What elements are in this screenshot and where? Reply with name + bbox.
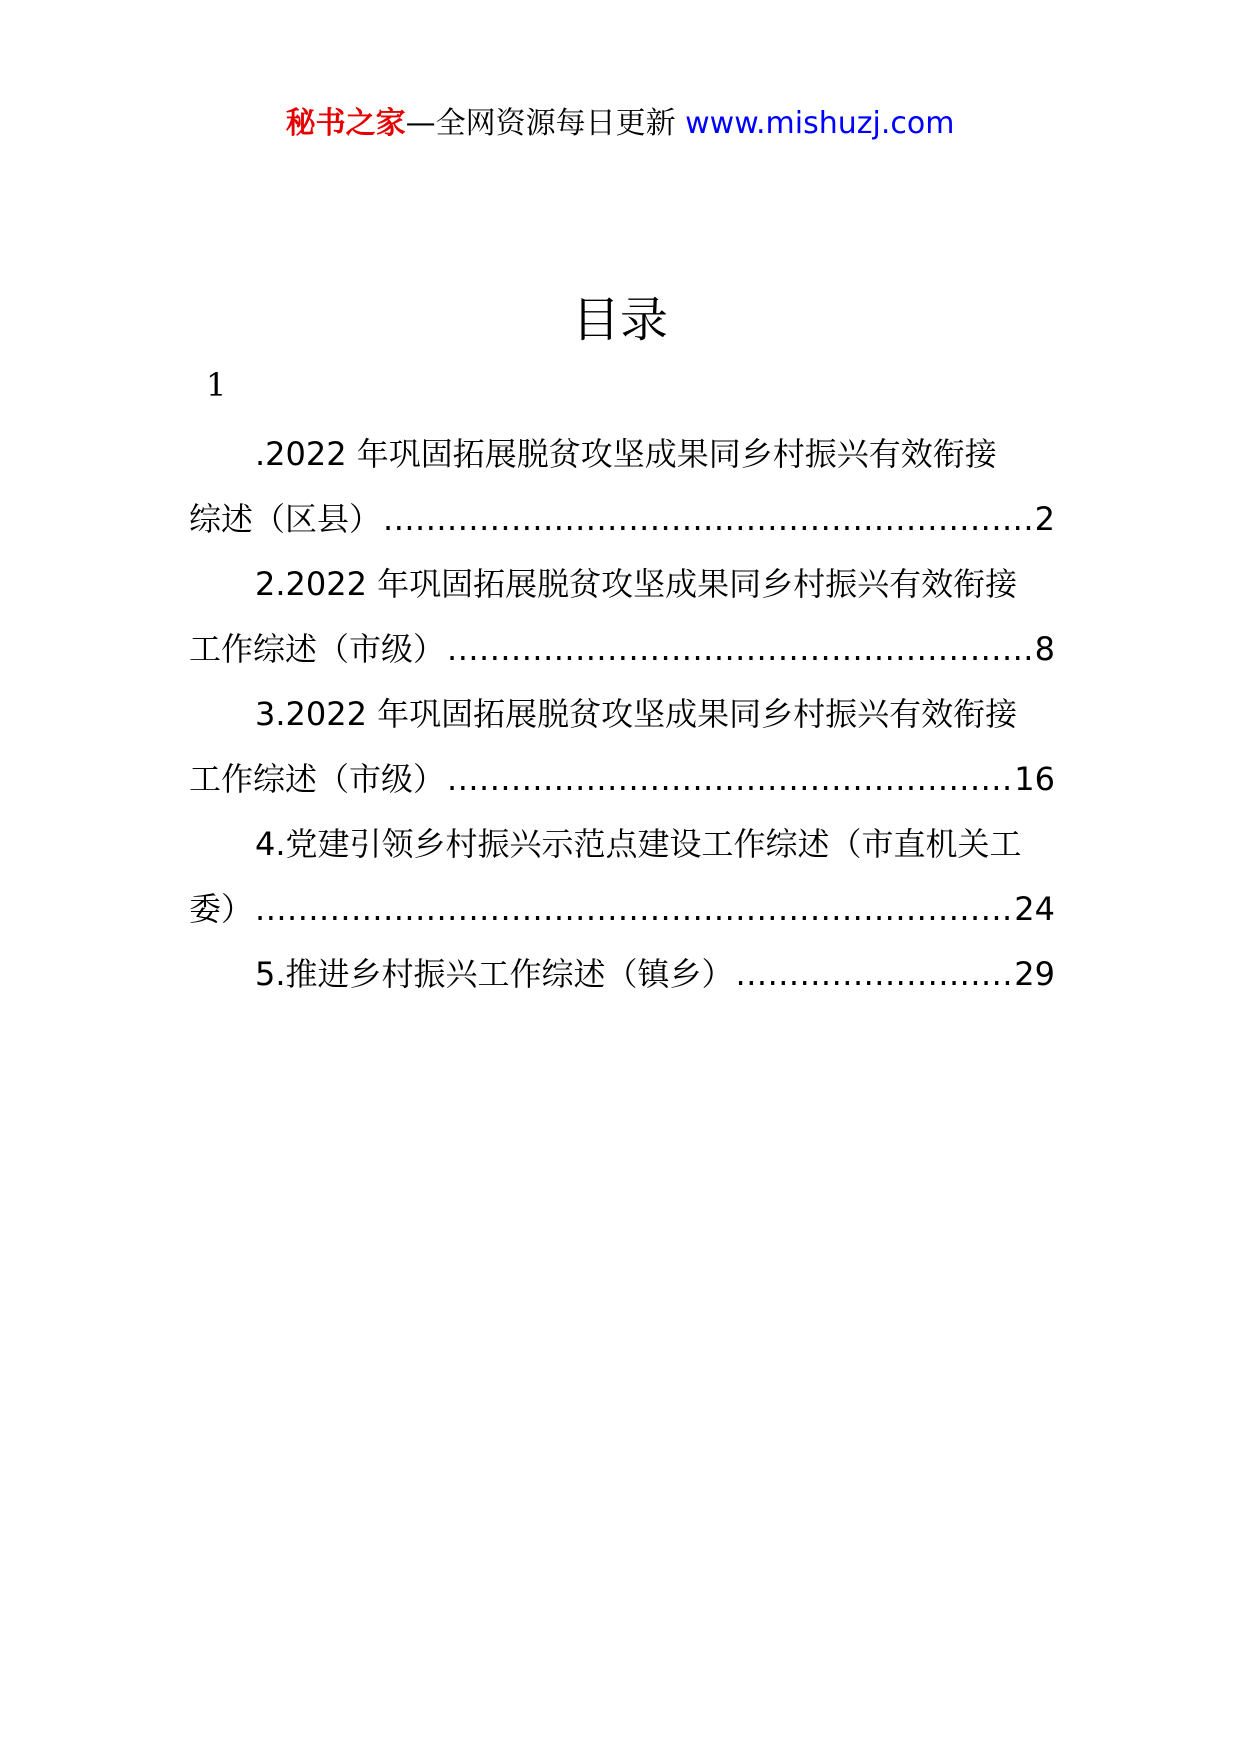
toc-entry-4-title[interactable]: 4.党建引领乡村振兴示范点建设工作综述（市直机关工 (255, 825, 1022, 863)
toc-entry-5[interactable] (189, 942, 1055, 1007)
toc-entry-1-title-cont: 综述（区县） (189, 500, 382, 538)
stray-number: 1 (206, 366, 227, 404)
dot-leader (736, 942, 1013, 1007)
toc-entry-1-page: 2 (1034, 500, 1055, 538)
toc-entry-2-title-cont: 工作综述（市级） (189, 630, 446, 668)
toc-entry-3-leader[interactable] (189, 747, 1055, 812)
toc-entry-2-leader[interactable] (189, 617, 1055, 682)
toc-entry-2-title[interactable]: 2.2022 年巩固拓展脱贫攻坚成果同乡村振兴有效衔接 (255, 565, 1018, 603)
brand-name: 秘书之家 (285, 106, 406, 141)
dot-leader (447, 747, 1012, 812)
toc-entry-5-title: 5.推进乡村振兴工作综述（镇乡） (255, 955, 734, 993)
site-header (0, 104, 1240, 144)
site-url-link[interactable]: www.mishuzj.com (685, 106, 955, 141)
toc-entry-2-page: 8 (1034, 630, 1055, 668)
table-of-contents (189, 422, 1055, 1007)
toc-entry-3-title-cont: 工作综述（市级） (189, 760, 446, 798)
toc-title: 目录 (571, 292, 668, 348)
toc-entry-4-page: 24 (1014, 890, 1055, 928)
dot-leader (383, 487, 1033, 552)
toc-entry-1-leader[interactable] (189, 487, 1055, 552)
toc-entry-4-leader[interactable] (189, 877, 1055, 942)
toc-entry-3-page: 16 (1014, 760, 1055, 798)
toc-entry-4-title-cont: 委） (189, 890, 254, 928)
toc-entry-1-title[interactable]: .2022 年巩固拓展脱贫攻坚成果同乡村振兴有效衔接 (255, 435, 997, 473)
toc-entry-3-title[interactable]: 3.2022 年巩固拓展脱贫攻坚成果同乡村振兴有效衔接 (255, 695, 1018, 733)
header-slogan: —全网资源每日更新 (405, 106, 686, 141)
toc-entry-5-page: 29 (1014, 955, 1055, 993)
dot-leader (447, 617, 1033, 682)
dot-leader (255, 877, 1012, 942)
